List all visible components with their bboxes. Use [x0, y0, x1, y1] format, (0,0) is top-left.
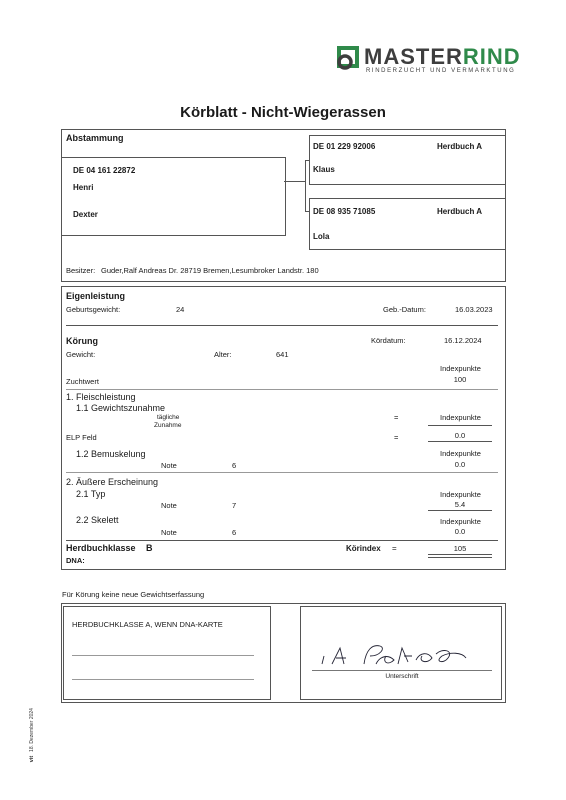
- dam-name: Lola: [313, 232, 330, 241]
- s2-2-heading: 2.2 Skelett: [76, 515, 119, 525]
- dam-box: [309, 198, 506, 250]
- weight-label: Gewicht:: [66, 350, 96, 359]
- animal-name: Henri: [73, 183, 94, 192]
- dna-note-text: HERDBUCHKLASSE A, WENN DNA-KARTE: [72, 620, 223, 629]
- koerindex-value: 105: [453, 544, 467, 553]
- sire-name: Klaus: [313, 165, 335, 174]
- page-title: Körblatt - Nicht-Wiegerassen: [180, 104, 386, 121]
- signature-text: [314, 638, 318, 639]
- handwriting-line: [72, 655, 254, 656]
- double-underline: [428, 557, 492, 558]
- age-value: 641: [276, 350, 289, 359]
- koerindex-label: Körindex: [346, 544, 381, 553]
- side-date: [26, 700, 38, 763]
- dam-herdbook: Herdbuch A: [437, 207, 483, 216]
- signature-label: Unterschrift: [385, 673, 419, 680]
- zuchtwert-label: Zuchtwert: [66, 377, 99, 386]
- s2-2-index-label: Indexpunkte: [440, 517, 481, 526]
- s1-2-value: 0.0: [454, 460, 466, 469]
- birth-date-label: Geb.-Datum:: [383, 305, 426, 314]
- s1-2-note-value: 6: [232, 461, 237, 470]
- animal-id: DE 04 161 22872: [73, 166, 136, 175]
- s2-2-note-label: Note: [161, 528, 177, 537]
- s2-1-heading: 2.1 Typ: [76, 489, 106, 499]
- divider: [428, 510, 492, 511]
- divider: [428, 441, 492, 442]
- logo-brand-a: MASTER: [364, 44, 463, 69]
- dam-id: DE 08 935 71085: [313, 207, 376, 216]
- divider: [66, 472, 498, 473]
- koerung-date-label: Kördatum:: [371, 336, 406, 345]
- s2-2-value: 0.0: [454, 527, 466, 536]
- owner-value: Guder,Ralf Andreas Dr. 28719 Bremen,Lesumbroker Landstr. 180: [101, 266, 319, 275]
- pedigree-connector: [284, 181, 305, 182]
- performance-heading: Eigenleistung: [66, 291, 126, 301]
- owner-label: Besitzer:: [66, 266, 96, 275]
- handwriting-line: [72, 679, 254, 680]
- s2-heading: 2. Äußere Erscheinung: [66, 477, 159, 487]
- s1-2-heading: 1.2 Bemuskelung: [76, 449, 146, 459]
- divider: [66, 325, 498, 326]
- s2-2-note-value: 6: [232, 528, 237, 537]
- daily-gain-label-a: tägliche: [157, 414, 180, 421]
- daily-gain-label-b: Zunahme: [154, 422, 182, 429]
- s2-1-note-value: 7: [232, 501, 237, 510]
- birth-weight-value: 24: [176, 305, 185, 314]
- herdbook-class-label: Herdbuchklasse: [66, 543, 136, 553]
- signature-line: [312, 670, 492, 671]
- divider: [66, 389, 498, 390]
- elp-label: ELP Feld: [66, 433, 97, 442]
- animal-sire-name: Dexter: [73, 210, 98, 219]
- s1-2-note-label: Note: [161, 461, 177, 470]
- sire-id: DE 01 229 92006: [313, 142, 376, 151]
- koerung-date-value: 16.12.2024: [444, 336, 482, 345]
- birth-date-value: 16.03.2023: [455, 305, 493, 314]
- logo-tagline: RINDERZUCHT UND VERMARKTUNG: [366, 68, 516, 74]
- divider: [428, 425, 492, 426]
- herdbook-class-value: B: [146, 543, 153, 553]
- logo-mark-icon: [336, 45, 360, 71]
- weight-note: Für Körung keine neue Gewichtserfassung: [62, 590, 205, 599]
- side-code-text: vit: [29, 755, 35, 763]
- s2-1-index-label: Indexpunkte: [440, 490, 481, 499]
- zuchtwert-index-label: Indexpunkte: [440, 364, 481, 373]
- dna-label: DNA:: [66, 556, 85, 565]
- divider: [66, 540, 498, 541]
- birth-weight-label: Geburtsgewicht:: [66, 305, 121, 314]
- side-code: [26, 752, 38, 766]
- masterrind-logo: [336, 44, 521, 80]
- equals-sign: =: [392, 544, 397, 553]
- side-date-text: 18. Dezember 2024: [29, 708, 35, 752]
- equals-sign: =: [394, 413, 399, 422]
- s1-1-index-label: Indexpunkte: [440, 413, 481, 422]
- s2-1-value: 5.4: [454, 500, 466, 509]
- elp-value: 0.0: [454, 431, 466, 440]
- logo-brand-b: RIND: [462, 44, 521, 69]
- s1-1-heading: 1.1 Gewichtszunahme: [76, 403, 166, 413]
- equals-sign: =: [394, 433, 399, 442]
- age-label: Alter:: [214, 350, 232, 359]
- koerung-heading: Körung: [66, 336, 98, 346]
- pedigree-heading: Abstammung: [66, 133, 124, 143]
- pedigree-connector-vertical: [305, 160, 306, 212]
- s2-1-note-label: Note: [161, 501, 177, 510]
- sire-herdbook: Herdbuch A: [437, 142, 483, 151]
- double-underline: [428, 554, 492, 555]
- zuchtwert-value: 100: [453, 375, 467, 384]
- signature-scribble: [314, 638, 486, 672]
- s1-heading: 1. Fleischleistung: [66, 392, 136, 402]
- s1-2-index-label: Indexpunkte: [440, 449, 481, 458]
